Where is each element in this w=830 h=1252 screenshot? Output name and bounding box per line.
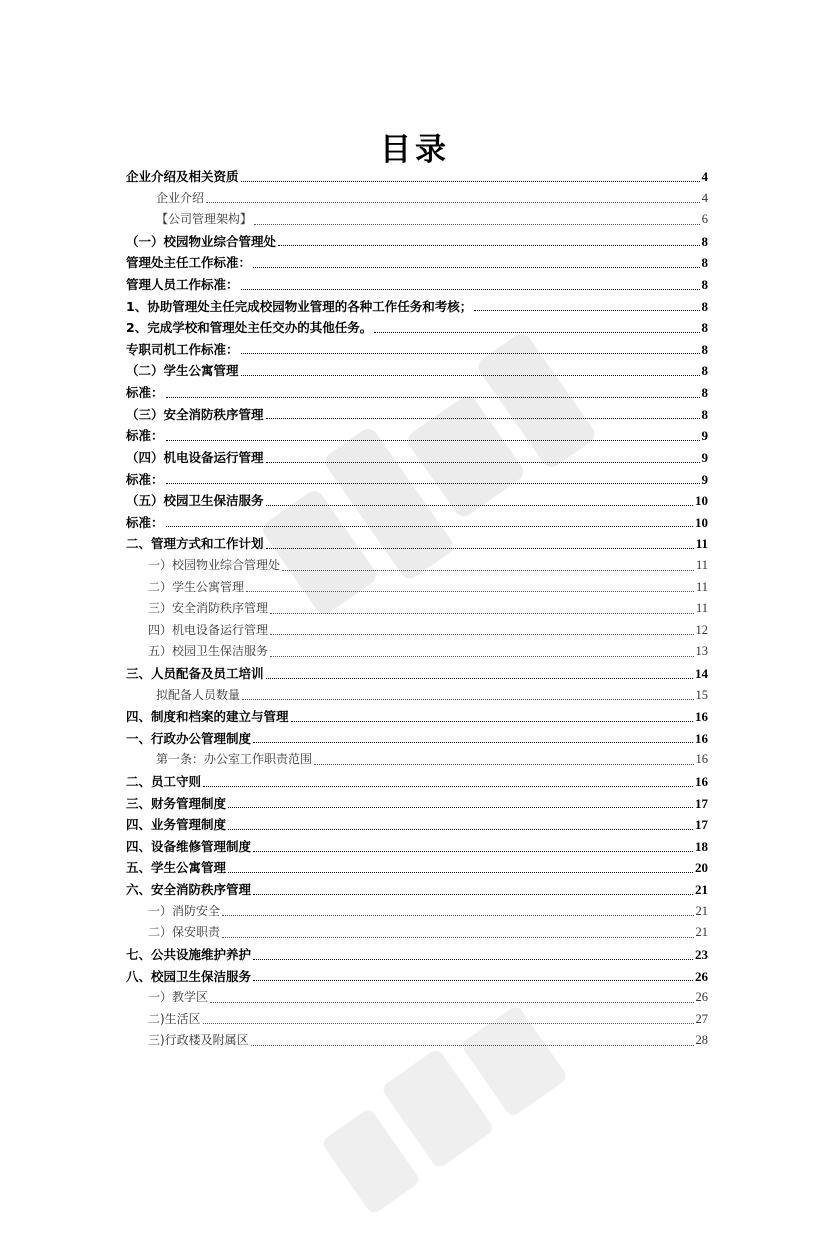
toc-entry[interactable] bbox=[126, 685, 708, 707]
toc-leader-dots bbox=[166, 397, 700, 398]
toc-entry-label: （二）学生公寓管理 bbox=[126, 363, 239, 379]
toc-entry[interactable] bbox=[126, 1009, 708, 1031]
toc-entry-page: 8 bbox=[701, 363, 708, 379]
toc-leader-dots bbox=[166, 440, 700, 441]
toc-leader-dots bbox=[253, 742, 693, 743]
toc-entry-page: 8 bbox=[701, 233, 708, 249]
toc-entry-label: （一）校园物业综合管理处 bbox=[126, 233, 277, 249]
toc-entry-label: 1、协助管理处主任完成校园物业管理的各种工作任务和考核； bbox=[126, 298, 473, 314]
toc-entry-page: 9 bbox=[701, 428, 708, 444]
toc-entry[interactable] bbox=[126, 447, 708, 469]
toc-entry-page: 11 bbox=[695, 536, 708, 552]
toc-entry-label: 三）安全消防秩序管理 bbox=[148, 601, 269, 616]
toc-entry[interactable] bbox=[126, 425, 708, 447]
toc-leader-dots bbox=[241, 181, 700, 182]
toc-leader-dots bbox=[228, 829, 693, 830]
toc-entry-label: 三、财务管理制度 bbox=[126, 795, 227, 811]
toc-leader-dots bbox=[228, 807, 693, 808]
toc-entry-page: 16 bbox=[695, 709, 708, 725]
toc-leader-dots bbox=[270, 634, 693, 635]
toc-entry-label: 一、行政办公管理制度 bbox=[126, 730, 252, 746]
toc-leader-dots bbox=[270, 613, 694, 614]
toc-entry-page: 21 bbox=[695, 882, 708, 898]
toc-entry-label: 二）保安职责 bbox=[148, 925, 221, 940]
toc-entry[interactable] bbox=[126, 490, 708, 512]
toc-entry-page: 17 bbox=[695, 795, 708, 811]
toc-entry-page: 28 bbox=[695, 1033, 708, 1048]
toc-entry-label: 管理处主任工作标准： bbox=[126, 255, 252, 271]
toc-leader-dots bbox=[228, 872, 693, 873]
toc-entry[interactable] bbox=[126, 533, 708, 555]
toc-entry[interactable] bbox=[126, 944, 708, 966]
toc-leader-dots bbox=[222, 915, 693, 916]
toc-entry-label: 2、完成学校和管理处主任交办的其他任务。 bbox=[126, 320, 373, 336]
toc-leader-dots bbox=[206, 202, 700, 203]
toc-entry-label: 三、人员配备及员工培训 bbox=[126, 666, 264, 681]
toc-entry[interactable] bbox=[126, 555, 708, 577]
toc-entry-page: 10 bbox=[695, 493, 708, 509]
toc-entry[interactable] bbox=[126, 360, 708, 382]
toc-leader-dots bbox=[266, 548, 694, 549]
toc-entry-page: 11 bbox=[695, 601, 708, 616]
toc-entry[interactable] bbox=[126, 296, 708, 318]
toc-entry[interactable] bbox=[126, 901, 708, 923]
toc-leader-dots bbox=[251, 1045, 694, 1046]
toc-entry[interactable] bbox=[126, 620, 708, 642]
toc-entry[interactable] bbox=[126, 274, 708, 296]
toc-entry-label: 八、校园卫生保洁服务 bbox=[126, 968, 252, 984]
toc-entry[interactable] bbox=[126, 252, 708, 274]
toc-entry[interactable] bbox=[126, 793, 708, 815]
toc-entry-page: 21 bbox=[695, 903, 708, 918]
toc-entry[interactable] bbox=[126, 728, 708, 750]
toc-entry[interactable] bbox=[126, 749, 708, 771]
toc-entry-page: 16 bbox=[695, 730, 708, 746]
toc-entry[interactable] bbox=[126, 404, 708, 426]
toc-entry-page: 8 bbox=[701, 255, 708, 271]
toc-entry-page: 6 bbox=[701, 212, 708, 227]
toc-leader-dots bbox=[253, 894, 693, 895]
toc-leader-dots bbox=[291, 721, 693, 722]
toc-entry[interactable] bbox=[126, 382, 708, 404]
toc-entry-label: 二）学生公寓管理 bbox=[148, 579, 245, 594]
toc-entry-page: 26 bbox=[695, 968, 708, 984]
toc-entry[interactable] bbox=[126, 858, 708, 880]
toc-leader-dots bbox=[253, 959, 693, 960]
toc-entry[interactable] bbox=[126, 1030, 708, 1052]
toc-entry-label: 二、员工守则 bbox=[126, 774, 202, 790]
toc-leader-dots bbox=[246, 591, 694, 592]
toc-entry-page: 27 bbox=[695, 1011, 708, 1026]
toc-entry-label: 三)行政楼及附属区 bbox=[148, 1033, 249, 1048]
toc-entry-label: （三）安全消防秩序管理 bbox=[126, 406, 264, 422]
toc-entry-page: 4 bbox=[701, 190, 708, 205]
toc-entry-label: 六、安全消防秩序管理 bbox=[126, 882, 252, 898]
toc-leader-dots bbox=[282, 570, 694, 571]
toc-entry-page: 11 bbox=[695, 557, 708, 572]
toc-entry-page: 15 bbox=[695, 687, 708, 702]
toc-leader-dots bbox=[266, 505, 693, 506]
toc-leader-dots bbox=[222, 937, 693, 938]
toc-entry[interactable] bbox=[126, 339, 708, 361]
toc-entry-label: 标准： bbox=[126, 428, 164, 444]
toc-leader-dots bbox=[203, 1023, 694, 1024]
toc-entry[interactable] bbox=[126, 922, 708, 944]
toc-leader-dots bbox=[253, 980, 693, 981]
toc-entry-label: 一）教学区 bbox=[148, 990, 209, 1005]
toc-entry-page: 8 bbox=[701, 298, 708, 314]
toc-entry-page: 8 bbox=[701, 320, 708, 336]
toc-entry-page: 11 bbox=[695, 579, 708, 594]
toc-leader-dots bbox=[266, 678, 693, 679]
table-of-contents bbox=[126, 166, 708, 1052]
toc-leader-dots bbox=[241, 289, 700, 290]
toc-entry[interactable] bbox=[126, 577, 708, 599]
toc-entry-page: 18 bbox=[695, 838, 708, 854]
toc-leader-dots bbox=[474, 310, 699, 311]
toc-entry-label: 四、制度和档案的建立与管理 bbox=[126, 709, 289, 725]
toc-entry-label: 一）校园物业综合管理处 bbox=[148, 557, 281, 572]
toc-leader-dots bbox=[166, 483, 700, 484]
toc-entry-page: 9 bbox=[701, 449, 708, 465]
toc-entry[interactable] bbox=[126, 641, 708, 663]
toc-entry[interactable] bbox=[126, 512, 708, 534]
toc-leader-dots bbox=[210, 1002, 693, 1003]
toc-leader-dots bbox=[241, 353, 700, 354]
toc-entry[interactable] bbox=[126, 879, 708, 901]
toc-entry[interactable] bbox=[126, 188, 708, 210]
toc-entry-label: 四、设备维修管理制度 bbox=[126, 838, 252, 854]
toc-leader-dots bbox=[254, 224, 700, 225]
toc-entry-page: 14 bbox=[695, 666, 708, 681]
toc-entry-label: 专职司机工作标准： bbox=[126, 341, 239, 357]
toc-entry-label: 二、管理方式和工作计划 bbox=[126, 536, 264, 552]
toc-entry-page: 8 bbox=[701, 385, 708, 401]
toc-entry-page: 16 bbox=[695, 752, 708, 767]
toc-entry-page: 8 bbox=[701, 277, 708, 293]
toc-entry-page: 4 bbox=[701, 168, 708, 184]
toc-entry-page: 21 bbox=[695, 925, 708, 940]
toc-entry-label: 一）消防安全 bbox=[148, 903, 221, 918]
toc-entry[interactable] bbox=[126, 469, 708, 491]
toc-entry-page: 17 bbox=[695, 817, 708, 833]
toc-entry-label: 标准： bbox=[126, 471, 164, 487]
toc-entry[interactable] bbox=[126, 317, 708, 339]
toc-entry-page: 23 bbox=[695, 946, 708, 962]
toc-entry[interactable] bbox=[126, 771, 708, 793]
toc-entry-label: 企业介绍及相关资质 bbox=[126, 168, 239, 184]
toc-leader-dots bbox=[314, 764, 693, 765]
toc-entry-page: 20 bbox=[695, 860, 708, 876]
toc-entry[interactable] bbox=[126, 166, 708, 188]
toc-leader-dots bbox=[266, 418, 700, 419]
toc-entry-page: 13 bbox=[695, 644, 708, 659]
toc-entry-page: 12 bbox=[695, 622, 708, 637]
toc-entry-label: 五）校园卫生保洁服务 bbox=[148, 644, 269, 659]
toc-entry-label: 五、学生公寓管理 bbox=[126, 860, 227, 876]
toc-entry[interactable] bbox=[126, 209, 708, 231]
toc-leader-dots bbox=[374, 332, 699, 333]
toc-leader-dots bbox=[266, 462, 700, 463]
toc-leader-dots bbox=[253, 267, 699, 268]
toc-leader-dots bbox=[270, 656, 693, 657]
toc-entry-page: 26 bbox=[695, 990, 708, 1005]
toc-entry[interactable] bbox=[126, 966, 708, 988]
toc-entry-label: 拟配备人员数量 bbox=[156, 687, 241, 702]
toc-entry-page: 8 bbox=[701, 341, 708, 357]
toc-entry[interactable] bbox=[126, 987, 708, 1009]
toc-entry[interactable] bbox=[126, 836, 708, 858]
toc-entry-page: 16 bbox=[695, 774, 708, 790]
toc-leader-dots bbox=[278, 245, 699, 246]
toc-entry-label: （五）校园卫生保洁服务 bbox=[126, 493, 264, 509]
toc-entry[interactable] bbox=[126, 814, 708, 836]
toc-entry-page: 10 bbox=[695, 514, 708, 530]
toc-entry-label: 七、公共设施维护养护 bbox=[126, 946, 252, 962]
toc-entry-label: 标准： bbox=[126, 385, 164, 401]
toc-entry-label: 企业介绍 bbox=[156, 190, 205, 205]
toc-entry-label: 四、业务管理制度 bbox=[126, 817, 227, 833]
toc-entry-label: 第一条：办公室工作职责范围 bbox=[156, 752, 313, 767]
toc-entry-page: 8 bbox=[701, 406, 708, 422]
page-title: 目录 bbox=[380, 132, 450, 168]
toc-entry-label: 标准： bbox=[126, 514, 164, 530]
toc-entry-page: 9 bbox=[701, 471, 708, 487]
toc-entry-label: （四）机电设备运行管理 bbox=[126, 449, 264, 465]
toc-entry[interactable] bbox=[126, 598, 708, 620]
toc-entry[interactable] bbox=[126, 706, 708, 728]
toc-entry[interactable] bbox=[126, 231, 708, 253]
toc-leader-dots bbox=[242, 699, 693, 700]
toc-leader-dots bbox=[166, 526, 693, 527]
toc-entry-label: 二)生活区 bbox=[148, 1011, 201, 1026]
toc-entry-label: 管理人员工作标准： bbox=[126, 277, 239, 293]
toc-entry[interactable] bbox=[126, 663, 708, 685]
toc-leader-dots bbox=[253, 851, 693, 852]
toc-entry-label: 【公司管理架构】 bbox=[156, 212, 253, 227]
toc-leader-dots bbox=[241, 375, 700, 376]
toc-entry-label: 四）机电设备运行管理 bbox=[148, 622, 269, 637]
toc-leader-dots bbox=[203, 786, 693, 787]
